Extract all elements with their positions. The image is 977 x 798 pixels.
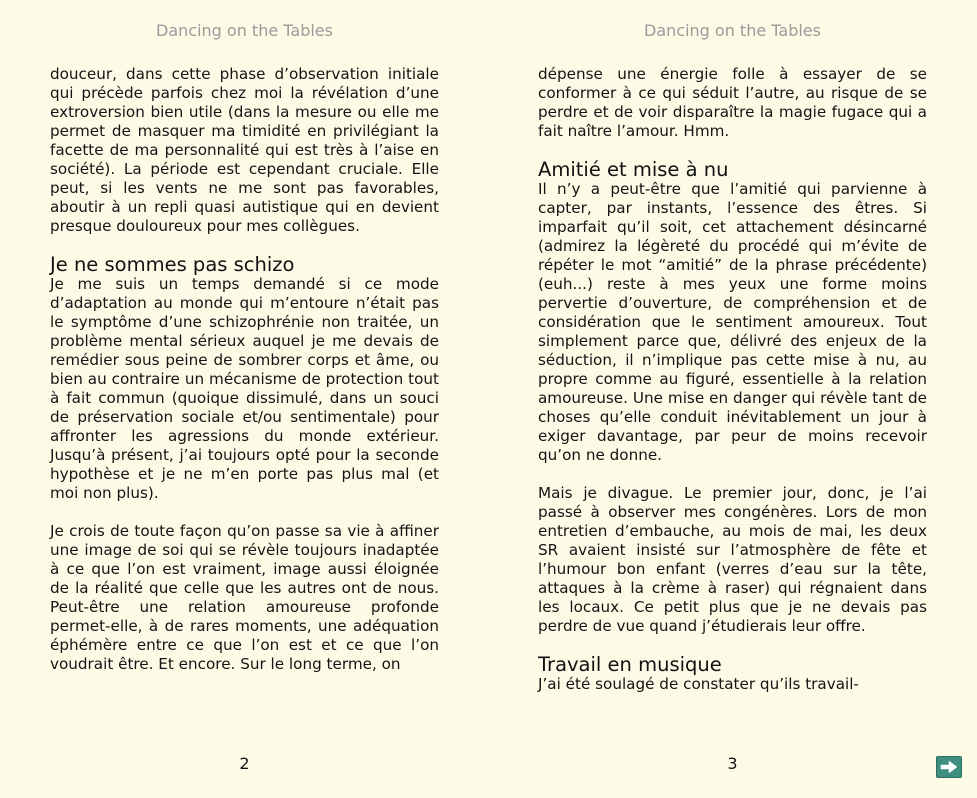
running-head: Dancing on the Tables (156, 21, 333, 40)
paragraph: Il n’y a peut-être que l’amitié qui parvienne à capter, par instants, l’essence des êtres. Si imparfait qu’il soit, cet attachement désincarné (admirez la légèreté du procédé qui m’évite de répéter le mot “amitié” de la phrase précédente) (euh...) reste à mes yeux une forme moins pervertie d’ouverture, de compréhension et de considération que le sentiment amoureux. Tout simplement parce que, délivré des enjeux de la séduction, il n’implique pas cette mise à nu, au propre comme au figuré, essentielle à la relation amoureuse. Une mise en danger qui révèle tant de choses qu’elle conduit inévitablement un jour à exiger davantage, par peur de moins recevoir qu’on ne donne. (538, 180, 927, 464)
page-number: 2 (239, 754, 250, 773)
paragraph: douceur, dans cette phase d’observation initiale qui précède parfois chez moi la révélation d’une extroversion bien utile (dans la mesure ou elle me permet de masquer ma timidité en privilégiant la facette de ma personnalité qui est très à l’aise en société). La période est cependant cruciale. Elle peut, si les vents ne me sont pas favorables, aboutir à un repli quasi autistique qui en devient presque douloureux pour mes collègues. (50, 65, 439, 235)
section-heading: Amitié et mise à nu (538, 158, 729, 181)
running-head: Dancing on the Tables (644, 21, 821, 40)
right-page (538, 0, 927, 798)
section-heading: Travail en musique (538, 653, 722, 676)
section-heading: Je ne sommes pas schizo (50, 253, 295, 276)
paragraph: dépense une énergie folle à essayer de se conformer à ce qui séduit l’autre, au risque de se perdre et de voir disparaître la magie fugace qui a fait naître l’amour. Hmm. (538, 65, 927, 140)
page-number: 3 (727, 754, 738, 773)
paragraph: Je me suis un temps demandé si ce mode d’adaptation au monde qui m’entoure n’était pas le symptôme d’une schizophrénie non traitée, un problème mental sérieux auquel je me devais de remédier sous peine de sombrer corps et âme, ou bien au contraire un mécanisme de protection tout à fait commun (quoique dissimulé, dans un souci de préservation sociale et/ou sentimentale) pour affronter les agressions du monde extérieur. Jusqu’à présent, j’ai toujours opté pour la seconde hypothèse et je ne m’en porte pas plus mal (et moi non plus). (50, 275, 439, 502)
page-body (538, 65, 927, 694)
left-page (50, 0, 439, 798)
next-page-button[interactable] (936, 756, 962, 778)
paragraph: Je crois de toute façon qu’on passe sa vie à affiner une image de soi qui se révèle toujours inadaptée à ce que l’on est vraiment, image aussi éloignée de la réalité que celle que les autres ont de nous. Peut-être une relation amoureuse profonde permet-elle, à de rares moments, une adéquation éphémère entre ce que l’on est et ce que l’on voudrait être. Et encore. Sur le long terme, on (50, 522, 439, 673)
paragraph: J’ai été soulagé de constater qu’ils travail- (538, 675, 859, 693)
paragraph: Mais je divague. Le premier jour, donc, je l’ai passé à observer mes congénères. Lors de mon entretien d’embauche, au mois de mai, les deux SR avaient insisté sur l’atmosphère de fête et l’humour bon enfant (verres d’eau sur la tête, attaques à la crème à raser) qui régnaient dans les locaux. Ce petit plus que je ne devais pas perdre de vue quand j’étudierais leur offre. (538, 484, 927, 635)
arrow-right-icon (940, 760, 958, 774)
page-body (50, 65, 439, 674)
